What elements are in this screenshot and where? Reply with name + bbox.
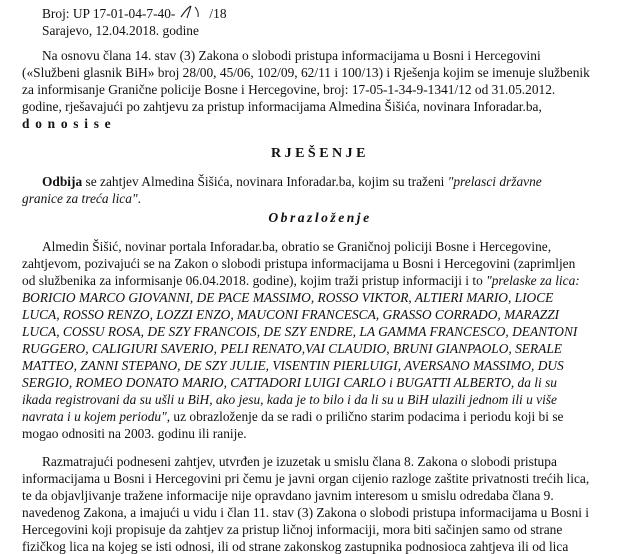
preamble-line: godine, rješavajući po zahtjevu za pristup informacijama Almedina Šišića, novinara Inforadar.ba, xyxy=(22,99,542,114)
reasoning-line: od službenika za informisanje 06.04.2018. godine), kojim traži pristup informaciji i to "prelaske za lica: xyxy=(22,273,580,288)
paragraph-line: fizičkog lica na kojeg se isti odnosi, ili od strane zakonskog zastupnika podnosioca zahtjeva ili od lica xyxy=(22,539,569,554)
document-title: RJEŠENJE xyxy=(270,146,370,161)
place-and-date: Sarajevo, 12.04.2018. godine xyxy=(42,23,199,38)
decision-line: granice za treća lica". xyxy=(22,191,141,206)
reasoning-line: mogao odnositi na 2003. godinu ili ranije. xyxy=(22,426,247,441)
reasoning-line: Almedin Šišić, novinar portala Inforadar.ba, obratio se Graničnoj policiji Bosne i Hercegovine, xyxy=(42,239,552,254)
document-number-suffix: /18 xyxy=(209,6,227,21)
names-line: ikada registrovani da su ušli u BiH, ako jesu, kada je to bilo i da li su u BiH ulazili jednom ili u više xyxy=(22,392,557,407)
document-number-prefix: Broj: UP 17-01-04-7-40- xyxy=(42,6,176,21)
paragraph-line: Razmatrajući podneseni zahtjev, utvrđen je izuzetak u smislu člana 8. Zakona o slobodi pristupa xyxy=(42,454,557,469)
names-line: RUGGERO, CALIGIURI SAVERIO, PELI RENATO,VAI CLAUDIO, BRUNI GIANPAOLO, SERALE xyxy=(22,341,562,356)
names-line: LUCA, ROSSO RENZO, LOZZI ENZO, MAUCONI FRANCESCA, GRASSO CORRADO, MARAZZI xyxy=(22,307,560,322)
paragraph-line: Hercegovini koji propisuje da zahtjev za pristup ličnoj informaciji, mora biti sačinjen samo od strane xyxy=(22,522,563,537)
preamble-line: («Službeni glasnik BiH» broj 28/00, 45/06, 102/09, 62/11 i 100/13) i Rješenja kojim se imenuje službenik xyxy=(22,65,590,80)
decision-keyword: Odbija xyxy=(42,174,83,189)
names-line: MATTEO, ZANNI STEPANO, DE SZY JULIE, VISENTIN PIERLUIGI, AVERSANO MASSIMO, DUS xyxy=(22,358,564,373)
reasoning-line: zahtjevom, pozivajući se na Zakon o slobodi pristupa informacijama u Bosni i Hercegovini (zaprimljen xyxy=(22,256,576,271)
names-line: BORICIO MARCO GIOVANNI, DE PACE MASSIMO, ROSSO VIKTOR, ALTIERI MARIO, LIOCE xyxy=(22,290,554,305)
paragraph-line: informacijama u Bosni i Hercegovini pri čemu je javni organ cijenio razloge zaštite privatnosti trećih lica, xyxy=(22,471,590,486)
section-subtitle: Obrazloženje xyxy=(268,210,372,225)
names-line: SERGIO, ROMEO DONATO MARIO, CATTADORI LUIGI CARLO i BUGATTI ALBERTO, da li su xyxy=(22,375,557,390)
names-line: navrata i u kojem periodu", uz obrazloženje da se radi o prilično starim podacima i periodu koji bi se xyxy=(22,409,564,424)
preamble-line: Na osnovu člana 14. stav (3) Zakona o slobodi pristupa informacijama u Bosni i Hercegovini xyxy=(42,48,541,63)
donosi-se: d o n o s i s e xyxy=(22,116,112,131)
preamble-line: za informisanje Graničnе policije Bosne i Hercegovine, broj: 17-05-1-34-9-1341/12 od 31.05.2012. xyxy=(22,82,556,97)
paragraph-line: te da objavljivanje tražene informacije nije opravdano javnim interesom u smislu odredaba člana 9. xyxy=(22,488,554,503)
paragraph-line: navedenog Zakona, a imajući u vidu i član 11. stav (3) Zakona o slobodi pristupa informacijama u Bosni i xyxy=(22,505,589,520)
handwritten-number-mark xyxy=(175,6,209,20)
decision-line: Odbija se zahtjev Almedina Šišića, novinara Inforadar.ba, kojim su traženi "prelasci državne xyxy=(42,174,542,189)
document-number xyxy=(42,6,227,21)
names-line: LUCA, COSSU ROSA, DE SZY FRANCOIS, DE SZY ENDRE, LA GAMMA FRANCESCO, DEANTONI xyxy=(22,324,578,339)
